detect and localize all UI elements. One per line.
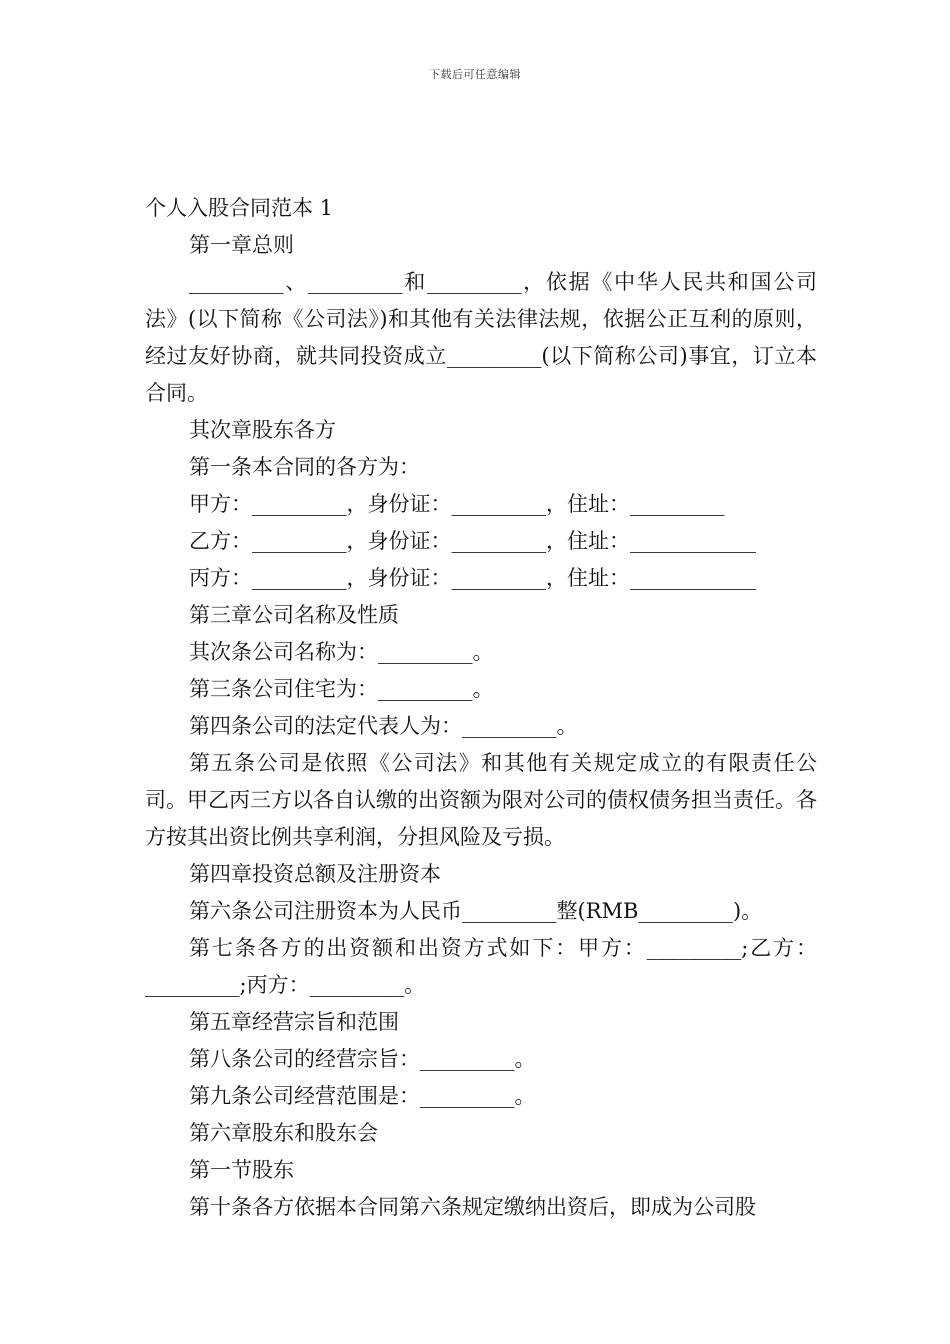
document-body <box>145 190 817 1226</box>
clause-line: 第十条各方依据本合同第六条规定缴纳出资后，即成为公司股 <box>189 1195 756 1219</box>
paragraph: _________、_________和_________，依据《中华人民共和国公司法》(以下简称《公司法》)和其他有关法律法规，依据公正互利的原则，经过友好协商，就共同投资成立_________(以下简称公司)事宜，订立本合同。 <box>145 270 817 405</box>
chapter-heading: 第四章投资总额及注册资本 <box>189 862 441 886</box>
party-line: 乙方：_________，身份证：_________，住址：____________ <box>189 529 756 553</box>
chapter-heading: 第五章经营宗旨和范围 <box>189 1010 399 1034</box>
party-line: 丙方：_________，身份证：_________，住址：____________ <box>189 566 756 590</box>
clause-line: 第三条公司住宅为：_________。 <box>189 677 494 701</box>
chapter-heading: 第六章股东和股东会 <box>189 1121 378 1145</box>
clause-line: 其次条公司名称为：_________。 <box>189 640 494 664</box>
party-line: 甲方：_________，身份证：_________，住址：_________ <box>189 492 725 516</box>
chapter-heading: 其次章股东各方 <box>189 418 336 442</box>
clause-line: 第九条公司经营范围是：_________。 <box>189 1084 536 1108</box>
clause-line: 第四条公司的法定代表人为：_________。 <box>189 714 578 738</box>
paragraph: 第七条各方的出资额和出资方式如下：甲方：_________;乙方：_________;丙方：_________。 <box>145 936 817 997</box>
document-title: 个人入股合同范本 1 <box>145 196 334 220</box>
chapter-heading: 第一章总则 <box>189 233 294 257</box>
clause-line: 第六条公司注册资本为人民币_________整(RMB_________)。 <box>189 899 763 923</box>
paragraph: 第五条公司是依照《公司法》和其他有关规定成立的有限责任公司。甲乙丙三方以各自认缴的出资额为限对公司的债权债务担当责任。各方按其出资比例共享利润，分担风险及亏损。 <box>145 751 817 849</box>
chapter-heading: 第三章公司名称及性质 <box>189 603 399 627</box>
clause-line: 第八条公司的经营宗旨：_________。 <box>189 1047 536 1071</box>
section-heading: 第一节股东 <box>189 1158 294 1182</box>
clause-line: 第一条本合同的各方为： <box>189 455 420 479</box>
page-header: 下载后可任意编辑 <box>429 68 521 81</box>
